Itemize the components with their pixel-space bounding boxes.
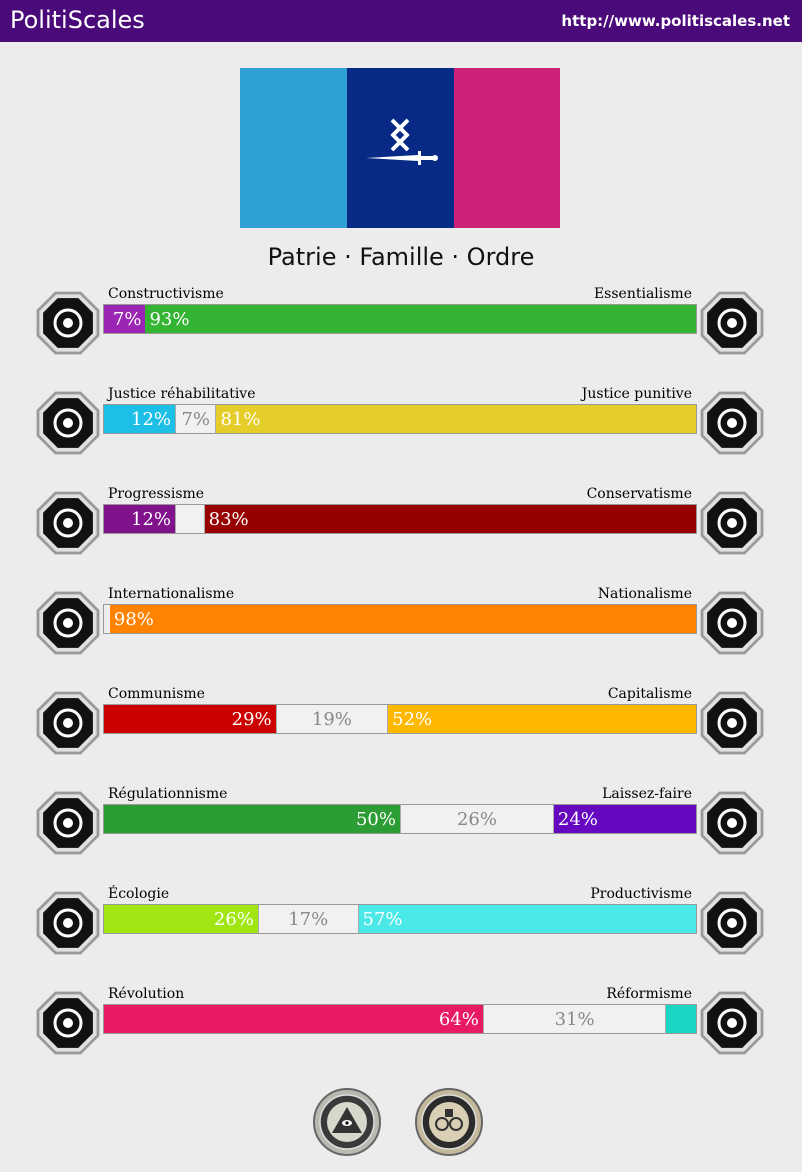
axis-right-label: Essentialisme [593,286,692,302]
hammer-sickle-icon [33,688,103,758]
axis-right-segment: 93% [145,305,696,333]
axis-right-label: Conservatisme [586,486,692,502]
axis-row [0,686,802,766]
axis-bar [103,304,697,334]
axis-left-label: Constructivisme [108,286,224,302]
axis-neutral-segment [175,505,205,533]
globe-icon [33,588,103,658]
brand-title[interactable]: PolitiScales [10,6,145,34]
butterfly-icon [697,788,767,858]
flag-icon [697,588,767,658]
result-flag [240,68,560,228]
axis-right-label: Capitalisme [607,686,692,702]
axis-left-segment: 7% [104,305,145,333]
axis-row [0,286,802,366]
axis-right-segment: 98% [110,605,696,633]
axis-right-label: Productivisme [590,886,692,902]
prison-bars-icon [697,388,767,458]
axis-neutral-segment: 19% [276,705,388,733]
axis-bar [103,404,697,434]
mission-seal-icon [414,1087,484,1157]
axis-left-label: Régulationnisme [108,786,228,802]
eye-icon [33,288,103,358]
axis-left-segment: 29% [104,705,276,733]
axis-bar [103,904,697,934]
axis-left-label: Écologie [108,886,170,902]
axis-row [0,786,802,866]
axis-bar [103,1004,697,1034]
axis-left-label: Justice réhabilitative [108,386,256,402]
illuminati-seal-icon [312,1087,382,1157]
parliament-icon [697,988,767,1058]
quill-icon [697,488,767,558]
axis-bar [103,504,697,534]
axis-right-segment: 83% [205,505,696,533]
ruler-icon [33,788,103,858]
axis-left-label: Communisme [108,686,205,702]
top-bar [0,0,802,42]
axis-left-segment: 12% [104,405,175,433]
axis-bar [103,604,697,634]
axis-right-label: Laissez-faire [602,786,692,802]
slogan: Patrie · Famille · Ordre [267,243,535,271]
axis-neutral-segment: 26% [400,805,554,833]
axis-right-segment: 24% [554,805,696,833]
axis-row [0,986,802,1066]
axis-left-label: Révolution [108,986,185,1002]
axis-left-segment: 64% [104,1005,483,1033]
axis-left-label: Progressisme [108,486,205,502]
flower-icon [697,288,767,358]
axis-neutral-segment: 7% [175,405,216,433]
handshake-icon [33,388,103,458]
axis-neutral-segment: 17% [258,905,359,933]
axis-right-label: Justice punitive [581,386,692,402]
axis-bar [103,704,697,734]
axis-right-segment: 57% [359,905,696,933]
gear-icon [697,888,767,958]
axis-left-segment: 26% [104,905,258,933]
axis-right-segment: 52% [388,705,696,733]
axis-neutral-segment: 31% [483,1005,667,1033]
axis-row [0,886,802,966]
axis-right-label: Nationalisme [597,586,692,602]
site-url-link[interactable]: http://www.politiscales.net [561,12,790,30]
axis-row [0,586,802,666]
axis-right-segment [666,1005,696,1033]
axis-row [0,386,802,466]
money-bag-icon [697,688,767,758]
rocket-icon [33,488,103,558]
axis-left-segment: 50% [104,805,400,833]
axis-right-segment: 81% [216,405,696,433]
axis-bar [103,804,697,834]
axis-left-segment: 12% [104,505,175,533]
axis-row [0,486,802,566]
axis-left-label: Internationalisme [108,586,235,602]
sprout-icon [33,888,103,958]
axis-right-label: Réformisme [606,986,692,1002]
fist-icon [33,988,103,1058]
